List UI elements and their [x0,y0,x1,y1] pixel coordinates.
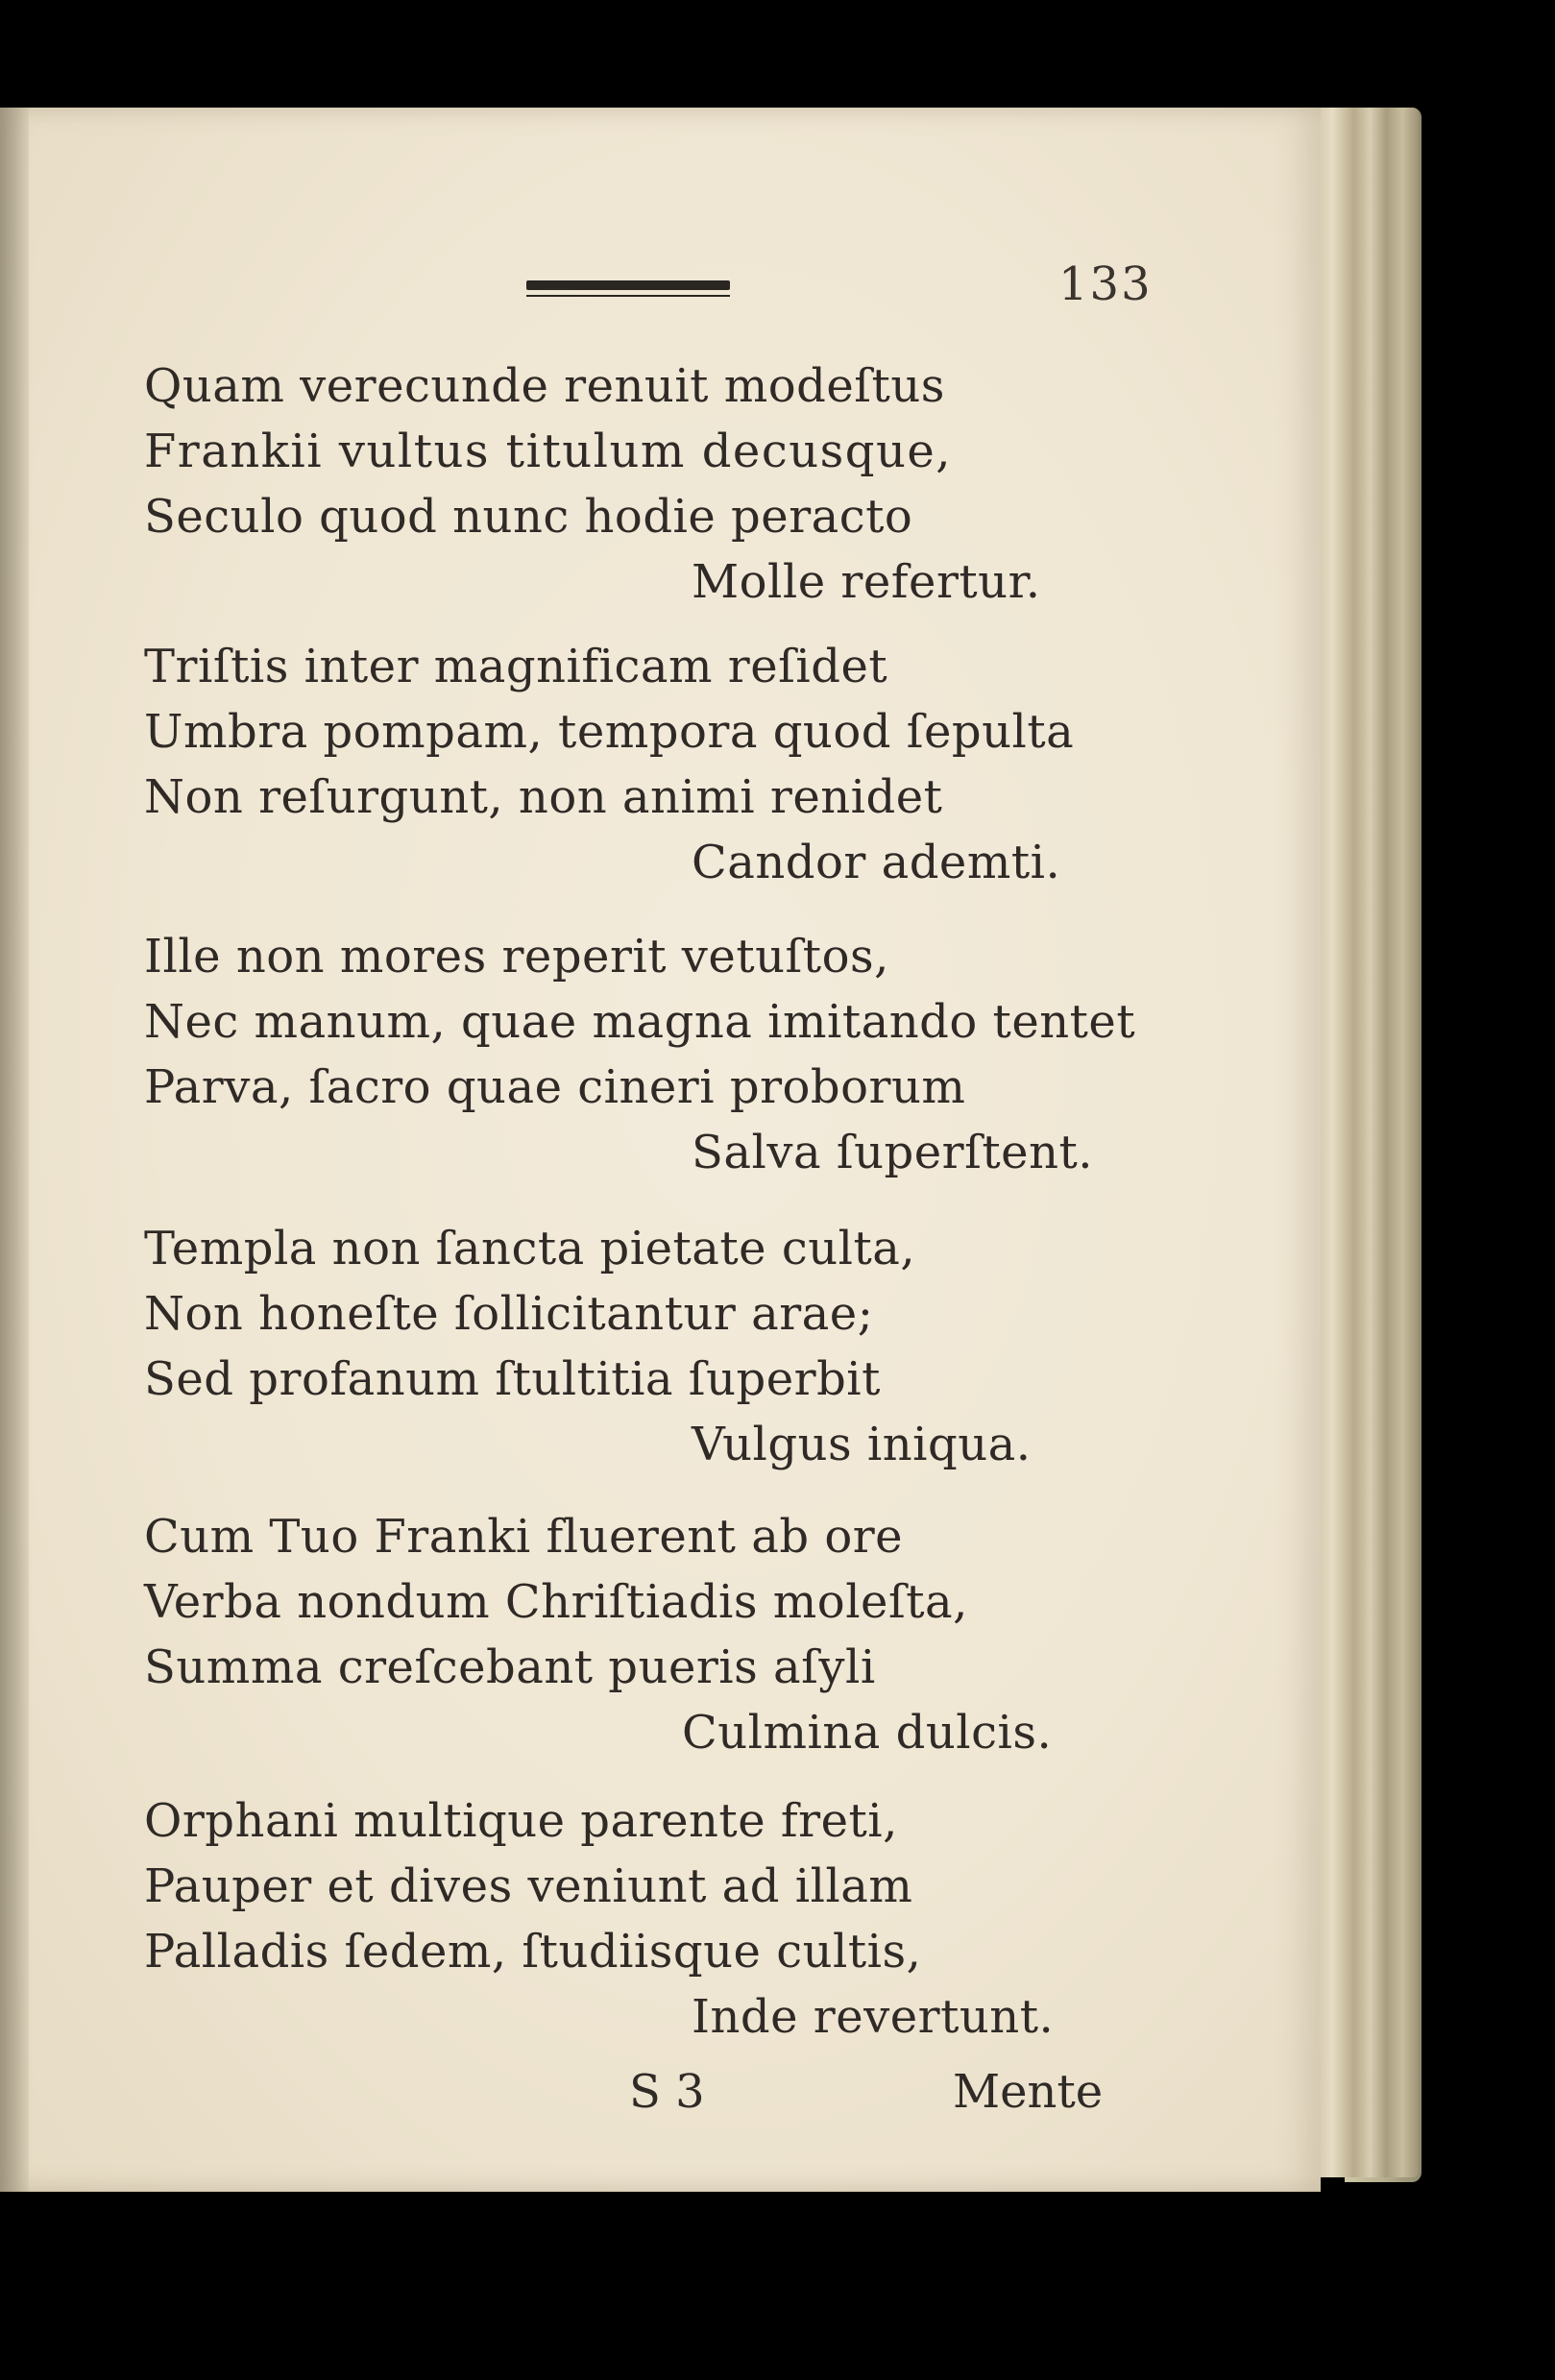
stanza-6 [144,1788,1105,2050]
stanza-3 [144,924,1136,1185]
stanza-5 [144,1504,1105,1765]
verse-line: Sed profanum ſtultitia ſuperbit [144,1352,881,1406]
page-number: 133 [1058,257,1153,311]
verse-line: Cum Tuo Franki fluerent ab ore [144,1510,904,1564]
verse-line: Quam verecunde renuit modeſtus [144,359,945,413]
stanza-2 [144,634,1105,895]
stanza-1 [144,353,1105,615]
verse-line: Summa creſcebant pueris aſyli [144,1640,876,1694]
verse-line: Ille non mores reperit vetuſtos, [144,930,889,984]
verse-line: Nec manum, quae magna imitando tentet [144,995,1136,1049]
verse-line: Non reſurgunt, non animi renidet [144,770,943,824]
verse-line: Seculo quod nunc hodie peracto [144,490,913,544]
header-rule [526,280,730,290]
verse-line: Inde revertunt. [692,1990,1055,2044]
page-gutter [0,108,29,2192]
verse-line: Non honeſte ſollicitantur arae; [144,1287,874,1341]
verse-line: Molle refertur. [692,555,1041,609]
verse-line: Candor ademti. [692,836,1061,889]
page-block-edge [1311,108,1419,2177]
verse-line: Pauper et dives veniunt ad illam [144,1859,913,1913]
verse-line: Orphani multique parente freti, [144,1794,898,1848]
verse-line: Palladis ſedem, ſtudiisque cultis, [144,1925,922,1979]
signature-mark: S 3 [629,2065,705,2119]
stanza-4 [144,1216,1105,1477]
verse-line: Parva, ſacro quae cineri proborum [144,1060,966,1114]
verse-line: Vulgus iniqua. [692,1418,1032,1471]
verse-line: Umbra pompam, tempora quod ſepulta [144,705,1075,759]
verse-line: Templa non ſancta pietate culta, [144,1222,916,1275]
verse-line: Verba nondum Chriſtiadis moleſta, [144,1575,968,1629]
verse-line: Triſtis inter magnificam reſidet [144,640,888,693]
verse-line: Culmina dulcis. [682,1706,1053,1760]
verse-line: Frankii vultus titulum decusque, [144,425,953,478]
catchword: Mente [953,2065,1104,2119]
verse-line: Salva ſuperſtent. [692,1126,1094,1179]
